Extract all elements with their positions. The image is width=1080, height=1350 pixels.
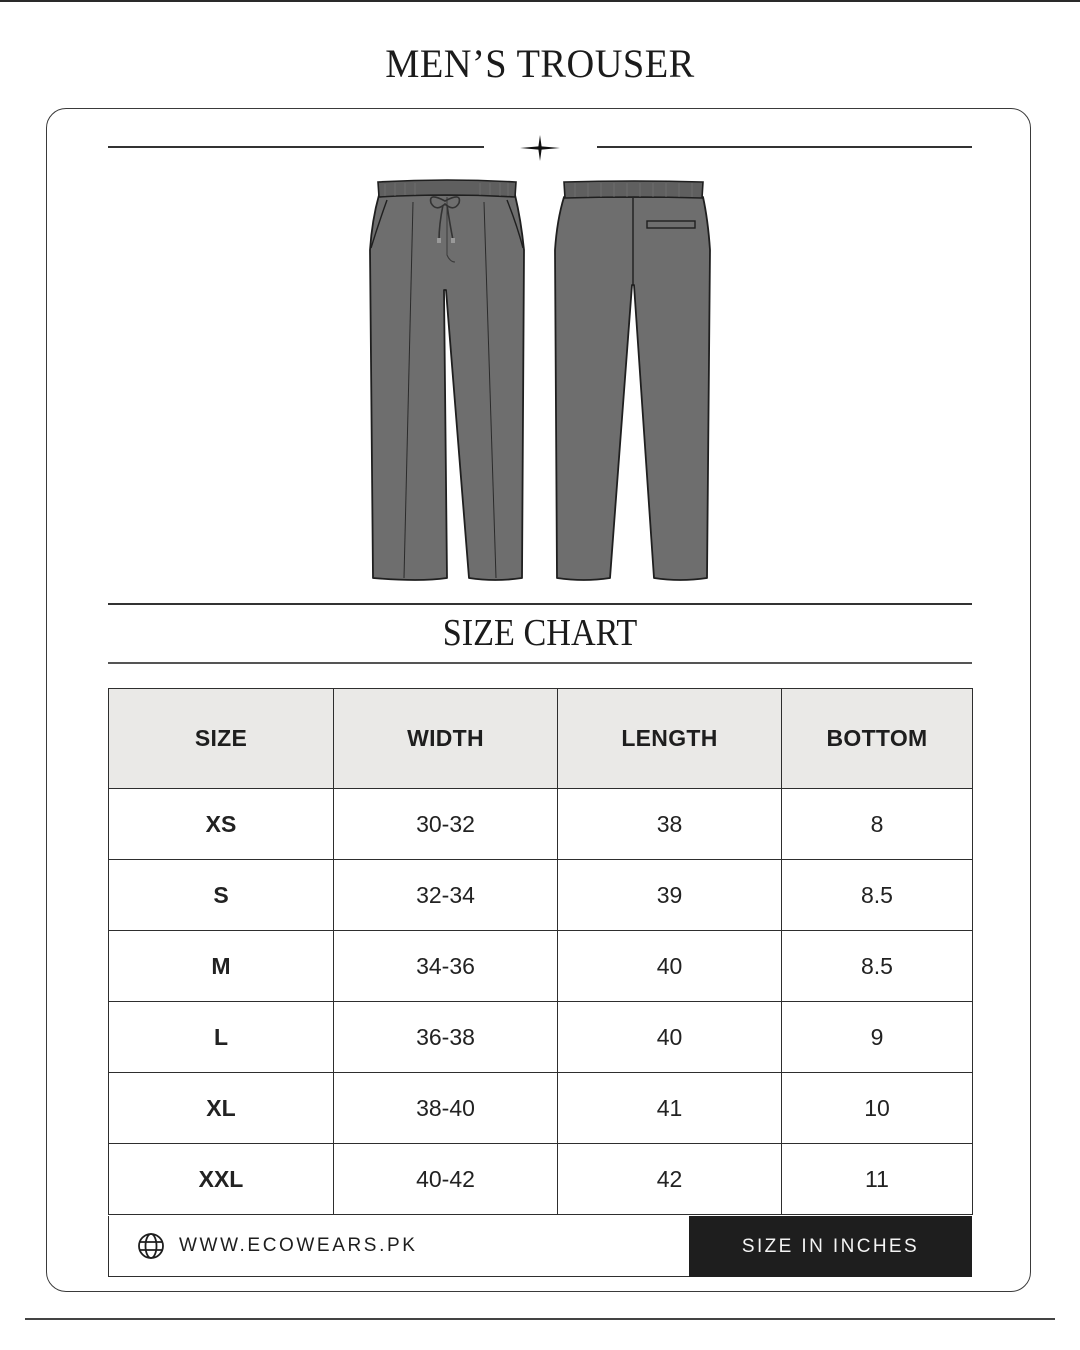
width-cell: 32-34 (334, 860, 558, 931)
length-cell: 40 (558, 1002, 782, 1073)
table-row (109, 931, 973, 1002)
size-cell: XL (109, 1073, 334, 1144)
ornament-rule-left (108, 146, 484, 148)
bottom-cell: 9 (782, 1002, 973, 1073)
header-width: WIDTH (334, 689, 558, 789)
length-cell: 39 (558, 860, 782, 931)
page-title: MEN’S TROUSER (385, 41, 695, 86)
website-link[interactable]: WWW.ECOWEARS.PK (179, 1235, 418, 1256)
bottom-border-rule (25, 1318, 1055, 1320)
width-cell: 36-38 (334, 1002, 558, 1073)
section-rule-bottom (108, 662, 972, 664)
length-cell: 41 (558, 1073, 782, 1144)
width-cell: 38-40 (334, 1073, 558, 1144)
size-cell: XS (109, 789, 334, 860)
table-row (109, 1073, 973, 1144)
section-title: SIZE CHART (442, 612, 638, 654)
table-row (109, 1002, 973, 1073)
section-rule-top (108, 603, 972, 605)
ornament-rule-right (597, 146, 972, 148)
website-cell (108, 1216, 689, 1277)
bottom-cell: 8.5 (782, 860, 973, 931)
top-border-rule (0, 0, 1080, 2)
header-bottom: BOTTOM (782, 689, 973, 789)
table-row (109, 789, 973, 860)
size-table (108, 688, 973, 1215)
table-row (109, 860, 973, 931)
bottom-cell: 8.5 (782, 931, 973, 1002)
width-cell: 30-32 (334, 789, 558, 860)
bottom-cell: 10 (782, 1073, 973, 1144)
table-row (109, 1144, 973, 1215)
width-cell: 40-42 (334, 1144, 558, 1215)
bottom-cell: 8 (782, 789, 973, 860)
size-cell: M (109, 931, 334, 1002)
size-cell: S (109, 860, 334, 931)
size-cell: L (109, 1002, 334, 1073)
header-length: LENGTH (558, 689, 782, 789)
table-header-row (109, 689, 973, 789)
header-size: SIZE (109, 689, 334, 789)
unit-note-badge: SIZE IN INCHES (689, 1216, 972, 1277)
length-cell: 42 (558, 1144, 782, 1215)
bottom-cell: 11 (782, 1144, 973, 1215)
table-footer (108, 1216, 972, 1277)
size-cell: XXL (109, 1144, 334, 1215)
length-cell: 38 (558, 789, 782, 860)
length-cell: 40 (558, 931, 782, 1002)
sparkle-star-icon (518, 133, 562, 163)
width-cell: 34-36 (334, 931, 558, 1002)
globe-icon (137, 1232, 165, 1260)
